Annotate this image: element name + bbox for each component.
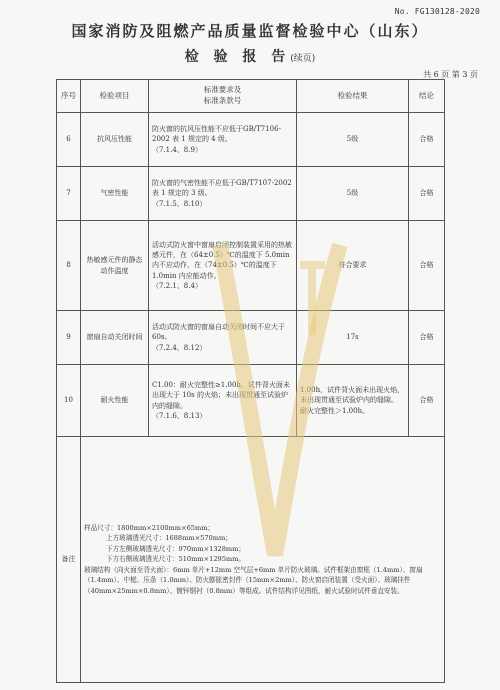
report-title-text: 检 验 报 告 (184, 49, 291, 65)
center-title: 国家消防及阻燃产品质量监督检验中心（山东） (71, 22, 429, 40)
row-conclusion: 合格 (409, 311, 445, 365)
table-row (57, 311, 445, 365)
row-conclusion: 合格 (409, 167, 445, 221)
row-result: 5级 (297, 167, 409, 221)
note-line: 下方右侧玻璃透光尺寸：510mm×1295mm。 (106, 555, 246, 564)
row-requirement: 活动式防火窗中窗扇启闭控制装置采用的热敏感元件，在（64±0.5）℃的温度下 5.0min 内不应动作，在（74±0.5）℃的温度下 1.0min 内应能动作。 （7.2.1、8.4） (149, 221, 297, 311)
page-info: 共 6 页 第 3 页 (423, 70, 478, 79)
note-line: 上方玻璃透光尺寸：1688mm×570mm； (106, 534, 232, 543)
table-row (57, 365, 445, 437)
header-result: 检验结果 (297, 80, 409, 113)
row-result: 5级 (297, 113, 409, 167)
header-conclusion: 结论 (409, 80, 445, 113)
report-title (0, 46, 500, 66)
table-row (57, 221, 445, 311)
row-requirement: 防火窗的抗风压性能不应低于GB/T7106-2002 表 1 规定的 4 级。 （7.1.4、8.9） (149, 113, 297, 167)
notes-row (57, 437, 445, 683)
row-item: 窗扇自动关闭时间 (81, 311, 149, 365)
row-conclusion: 合格 (409, 365, 445, 437)
continuation-label: (续页) (290, 54, 316, 64)
header-requirement: 标准要求及 标准条款号 (149, 80, 297, 113)
table-header-row (57, 80, 445, 113)
row-seq: 7 (57, 167, 81, 221)
row-requirement: 活动式防火窗的窗扇自动关闭时间不应大于 60s。 （7.2.4、8.12） (149, 311, 297, 365)
table-row (57, 113, 445, 167)
row-item: 抗风压性能 (81, 113, 149, 167)
row-requirement: 防火窗的气密性能不应低于GB/T7107-2002 表 1 规定的 3 级。 （7.1.5、8.10） (149, 167, 297, 221)
row-seq: 9 (57, 311, 81, 365)
row-item: 气密性能 (81, 167, 149, 221)
note-line: 样品尺寸：1800mm×2100mm×65mm； (84, 523, 215, 532)
table-row (57, 167, 445, 221)
header-seq: 序号 (57, 80, 81, 113)
notes-label: 备注 (57, 437, 81, 683)
report-number: No. FG130128-2020 (394, 7, 480, 16)
row-seq: 8 (57, 221, 81, 311)
notes-content (81, 437, 445, 683)
row-result: 符合要求 (297, 221, 409, 311)
note-line: 下方左侧玻璃透光尺寸：970mm×1328mm； (106, 544, 246, 553)
row-result: 1.00h，试件背火面未出现火焰，未出现贯通至试验炉内的缝隙。 耐火完整性＞1.00h。 (297, 365, 409, 437)
row-item: 热敏感元件的静态动作温度 (81, 221, 149, 311)
inspection-table (56, 79, 445, 683)
row-result: 17s (297, 311, 409, 365)
row-seq: 6 (57, 113, 81, 167)
row-seq: 10 (57, 365, 81, 437)
row-conclusion: 合格 (409, 221, 445, 311)
note-line: 玻璃结构（向火面至背火面）：6mm 单片+12mm 空气层+6mm 单片防火玻璃。试件框架由窗框（1.4mm）、窗扇（1.4mm）、中梃、压条（1.0mm）、防火膨胀密封件（15mm×2mm）、防火窗启闭装置（受火面）、玻璃挂件（40mm×25mm×0.8mm）、镀锌钢衬（0.8mm）等组成。试件结构详见图纸，耐火试验时试件垂直安装。 (84, 565, 423, 595)
row-conclusion: 合格 (409, 113, 445, 167)
row-requirement: C1.00：耐火完整性≥1.00h，试件背火面未出现大于 10s 的火焰；未出现贯通至试验炉内的缝隙。 （7.1.6、8.13） (149, 365, 297, 437)
header-item: 检验项目 (81, 80, 149, 113)
row-item: 耐火性能 (81, 365, 149, 437)
